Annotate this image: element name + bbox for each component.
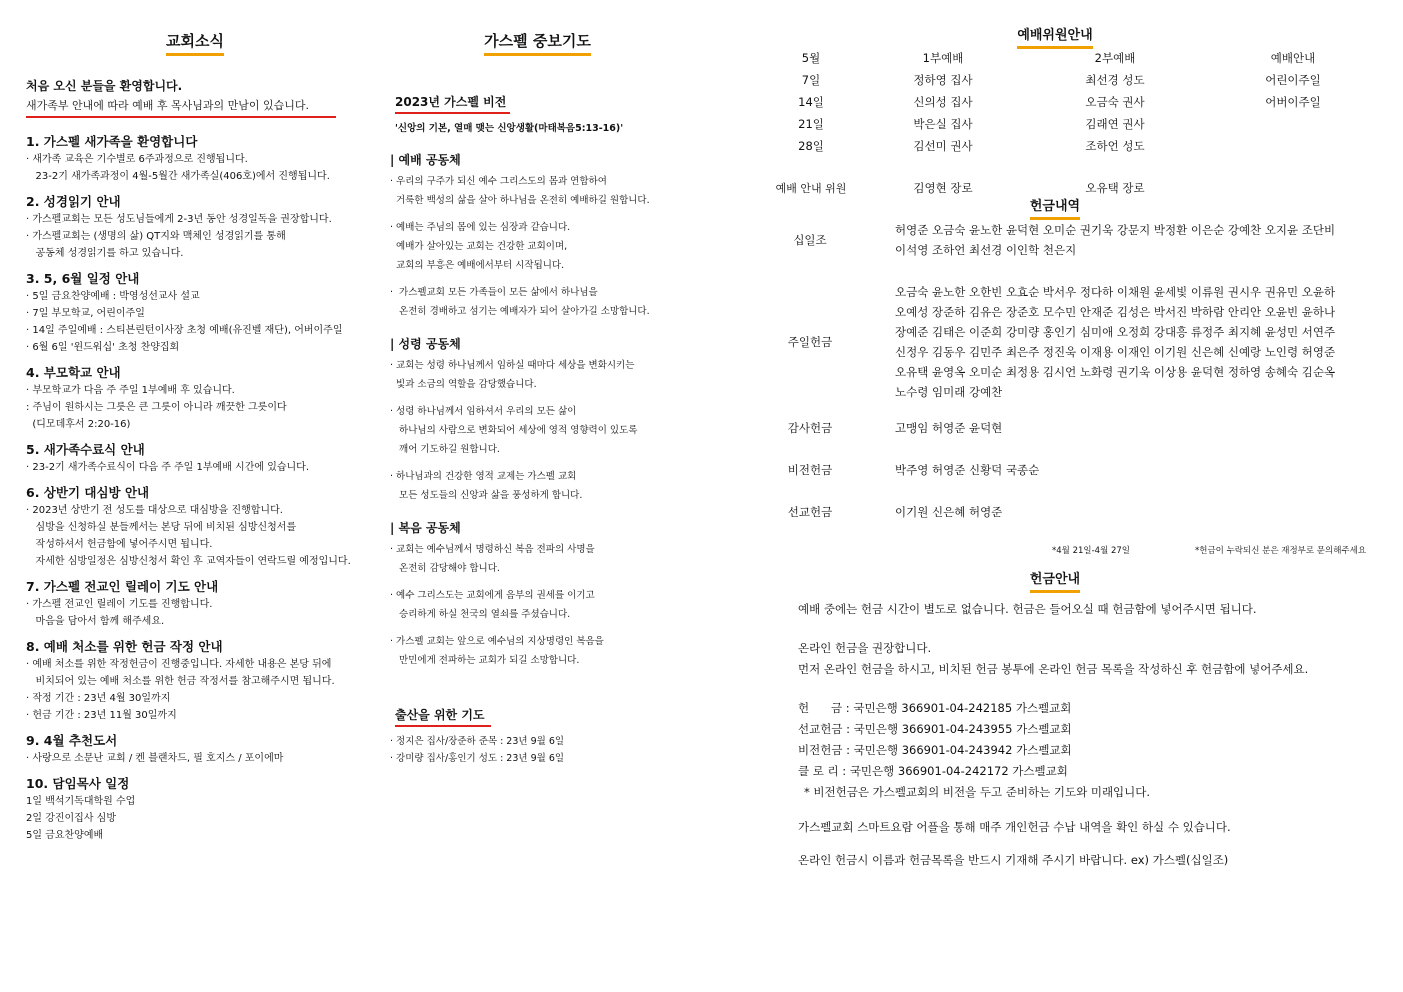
header-cell: 1부예배 <box>922 51 964 65</box>
offering-label: 선교헌금 <box>787 505 833 519</box>
offering-names <box>895 220 1335 260</box>
news-section-line: 23-2기 새가족과정이 4월-5월간 새가족실(406호)에서 진행됩니다. <box>26 171 330 182</box>
news-section-line: · 가스펠교회는 모든 성도님들에게 2-3년 동안 성경일독을 권장합니다. <box>26 214 332 225</box>
prayer-line: · 가스펠 교회는 앞으로 예수님의 지상명령인 복음을 <box>390 636 604 647</box>
table-cell: 어린이주일 <box>1265 73 1321 87</box>
news-section-title: 10. 담임목사 일정 <box>26 776 130 791</box>
news-section-line: · 23-2기 새가족수료식이 다음 주 주일 1부예배 시간에 있습니다. <box>26 462 310 473</box>
prayer-paragraph <box>390 218 690 275</box>
prayer-line: 빛과 소금의 역할을 감당했습니다. <box>390 379 537 390</box>
prayer-paragraph <box>390 467 690 505</box>
vision-text: '신앙의 기본, 열매 맺는 신앙생활(마태복음5:13-16)' <box>395 123 624 134</box>
prayer-line: 모든 성도들의 신앙과 삶을 풍성하게 합니다. <box>390 490 583 501</box>
news-section-line: : 주님이 원하시는 그릇은 큰 그릇이 아니라 깨끗한 그릇이다 <box>26 402 287 413</box>
offering-name-line: 허영준 오금숙 윤노한 윤덕현 오미순 권기욱 강문지 박정환 이은순 강예찬 오지윤 조단비 <box>895 223 1336 237</box>
table-cell: 14일 <box>798 95 824 109</box>
birth-prayer-item: · 정지은 집사/장준하 준목 : 23년 9월 6일 <box>390 736 565 747</box>
prayer-group <box>390 335 690 505</box>
prayer-paragraph <box>390 586 690 624</box>
offering-label: 감사헌금 <box>787 421 833 435</box>
prayer-line: · 교회는 예수님께서 명령하신 복음 전파의 사명을 <box>390 544 595 555</box>
offering-names <box>895 502 1002 522</box>
offering-names <box>895 460 1039 480</box>
worship-table-row <box>760 69 1380 91</box>
news-section-title: 4. 부모학교 안내 <box>26 365 121 380</box>
table-cell: 7일 <box>801 73 821 87</box>
news-section-line: 작성하셔서 헌금함에 넣어주시면 됩니다. <box>26 539 213 550</box>
news-section <box>26 774 386 844</box>
prayer-line: · 성령 하나님께서 임하셔서 우리의 모든 삶이 <box>390 406 577 417</box>
prayer-line: · 예배는 주님의 몸에 있는 심장과 같습니다. <box>390 222 571 233</box>
prayer-line: 만민에게 전파하는 교회가 되길 소망합니다. <box>390 655 580 666</box>
offering-label: 주일헌금 <box>787 335 833 349</box>
offering-row <box>760 220 1390 260</box>
news-section <box>26 637 386 724</box>
news-section-line: · 헌금 기간 : 23년 11월 30일까지 <box>26 710 177 721</box>
prayer-group-list <box>390 151 690 670</box>
guide-line: 예배 중에는 헌금 시간이 별도로 없습니다. 헌금은 들어오실 때 헌금함에 넣어주시면 됩니다. <box>798 602 1257 616</box>
prayer-line: 교회의 부흥은 예배에서부터 시작됩니다. <box>390 260 565 271</box>
news-section-line: · 예배 처소를 위한 작정헌금이 진행중입니다. 자세한 내용은 본당 뒤에 <box>26 659 332 670</box>
table-cell: 김선미 권사 <box>913 139 973 153</box>
offering-names <box>895 418 1002 438</box>
prayer-line: 거룩한 백성의 삶을 살아 하나님을 온전히 예배하길 원합니다. <box>390 195 650 206</box>
worship-committee-title: 예배위원안내 <box>1017 28 1092 49</box>
church-news-title: 교회소식 <box>166 32 224 56</box>
news-section <box>26 731 386 767</box>
news-section-title: 9. 4월 추천도서 <box>26 733 118 748</box>
missing-note: *헌금이 누락되신 분은 재정부로 문의해주세요 <box>1195 546 1367 556</box>
offering-name-line: 장예준 김태은 이준희 강미량 홍인기 심미애 오정희 강대흥 류정주 최지혜 윤성민 서연주 <box>895 325 1336 339</box>
news-section-line: · 부모학교가 다음 주 주일 1부예배 후 있습니다. <box>26 385 235 396</box>
table-cell: 오금숙 권사 <box>1085 95 1145 109</box>
table-cell: 김영현 장로 <box>913 181 973 195</box>
table-cell: 박은실 집사 <box>913 117 973 131</box>
news-section-line: · 새가족 교육은 기수별로 6주과정으로 진행됩니다. <box>26 154 248 165</box>
news-section <box>26 577 386 630</box>
prayer-line: 온전히 경배하고 섬기는 예배자가 되어 살아가길 소망합니다. <box>390 306 650 317</box>
prayer-line: 온전히 감당해야 합니다. <box>390 563 500 574</box>
table-cell: 오유택 장로 <box>1085 181 1145 195</box>
offering-name-line: 신정우 김동우 김민주 최은주 정진욱 이재용 이재인 이기원 신은혜 신예랑 노인령 허영준 <box>895 345 1336 359</box>
prayer-line: · 가스펠교회 모든 가족들이 모든 삶에서 하나님을 <box>390 287 598 298</box>
news-section-title: 2. 성경읽기 안내 <box>26 194 121 209</box>
prayer-paragraph <box>390 402 690 459</box>
news-section-title: 1. 가스펠 새가족을 환영합니다 <box>26 134 198 149</box>
online-note: 온라인 헌금시 이름과 헌금목록을 반드시 기재해 주시기 바랍니다. ex) 가스펠(십일조) <box>798 853 1229 867</box>
news-section-line: 자세한 심방일정은 심방신청서 확인 후 교역자들이 연락드릴 예정입니다. <box>26 556 351 567</box>
bank-account: 선교헌금 : 국민은행 366901-04-243955 가스펠교회 <box>798 722 1072 736</box>
news-section-line: 비치되어 있는 예배 처소를 위한 헌금 작정서를 참고해주시면 됩니다. <box>26 676 335 687</box>
header-cell: 5월 <box>801 51 821 65</box>
news-section <box>26 363 386 433</box>
offering-row <box>760 460 1390 480</box>
offering-guide-title: 헌금안내 <box>1030 572 1080 593</box>
guide-line: 온라인 헌금을 권장합니다. <box>798 641 932 655</box>
news-section <box>26 132 386 185</box>
news-section-line: · 가스펠 전교인 릴레이 기도를 진행합니다. <box>26 599 213 610</box>
right-column <box>760 24 1390 871</box>
guide-line: 먼저 온라인 헌금을 하시고, 비치된 헌금 봉투에 온라인 헌금 목록을 작성하신 후 헌금함에 넣어주세요. <box>798 662 1309 676</box>
worship-table-row <box>760 91 1380 113</box>
news-section-title: 3. 5, 6월 일정 안내 <box>26 271 140 286</box>
intercession-title: 가스펠 중보기도 <box>484 32 591 56</box>
offering-name-line: 오유택 윤영옥 오미순 최정용 김시언 노화령 권기욱 이상용 윤덕현 정하영 송혜숙 김순옥 <box>895 365 1336 379</box>
news-section-title: 8. 예배 처소를 위한 헌금 작정 안내 <box>26 639 223 654</box>
news-section-title: 6. 상반기 대심방 안내 <box>26 485 150 500</box>
prayer-line: 예배가 살아있는 교회는 건강한 교회이며, <box>390 241 568 252</box>
prayer-line: · 하나님과의 건강한 영적 교제는 가스펠 교회 <box>390 471 577 482</box>
news-section <box>26 483 386 570</box>
worship-table-header <box>760 47 1380 69</box>
header-cell: 예배안내 <box>1270 51 1316 65</box>
offering-name-line: 이기원 신은혜 허영준 <box>895 505 1003 519</box>
prayer-line: · 교회는 성령 하나님께서 임하실 때마다 세상을 변화시키는 <box>390 360 635 371</box>
offering-row <box>760 418 1390 438</box>
offering-title: 헌금내역 <box>1030 199 1080 220</box>
vision-offering-note: * 비전헌금은 가스펠교회의 비전을 두고 준비하는 기도와 미래입니다. <box>804 785 1151 799</box>
news-section-line: · 2023년 상반기 전 성도를 대상으로 대심방을 진행합니다. <box>26 505 283 516</box>
offering-row <box>760 282 1390 402</box>
prayer-group-title: | 예배 공동체 <box>390 153 461 167</box>
offering-name-line: 고맹임 허영준 윤덕현 <box>895 421 1003 435</box>
table-cell: 신의성 집사 <box>913 95 973 109</box>
news-section-line: (디모데후서 2:20-16) <box>26 419 131 430</box>
news-section-title: 7. 가스펠 전교인 릴레이 기도 안내 <box>26 579 219 594</box>
prayer-group-title: | 복음 공동체 <box>390 521 461 535</box>
birth-prayer-title: 출산을 위한 기도 <box>395 708 491 727</box>
news-section <box>26 269 386 356</box>
news-section-line: · 6월 6일 '윈드워십' 초청 찬양집회 <box>26 342 180 353</box>
offering-name-line: 오금숙 윤노한 오한빈 오효순 박서우 정다하 이채원 윤세빛 이류원 권시우 권유민 오윤하 <box>895 285 1336 299</box>
offering-name-line: 이석영 조하언 최선경 이인학 천은지 <box>895 243 1077 257</box>
news-section <box>26 192 386 262</box>
table-cell: 최선경 성도 <box>1085 73 1145 87</box>
welcome-line: 처음 오신 분들을 환영합니다. <box>26 79 183 93</box>
worship-table-row <box>760 135 1380 157</box>
table-cell: 예배 안내 위원 <box>775 182 847 195</box>
table-cell: 정하영 집사 <box>913 73 973 87</box>
news-section-line: · 사랑으로 소문난 교회 / 켄 블랜차드, 필 호지스 / 포이에마 <box>26 753 284 764</box>
prayer-line: 깨어 기도하길 원합니다. <box>390 444 500 455</box>
bank-account: 클 로 리 : 국민은행 366901-04-242172 가스펠교회 <box>798 764 1068 778</box>
table-cell: 어버이주일 <box>1265 95 1321 109</box>
header-cell: 2부예배 <box>1094 51 1136 65</box>
offering-row <box>760 502 1390 522</box>
offering-names <box>895 282 1335 402</box>
prayer-line: 하나님의 사람으로 변화되어 세상에 영적 영향력이 있도록 <box>390 425 638 436</box>
table-cell <box>1206 113 1380 135</box>
table-cell <box>1206 135 1380 157</box>
offering-label: 비전헌금 <box>787 463 833 477</box>
news-section-line: 마음을 담아서 함께 해주세요. <box>26 616 165 627</box>
table-cell: 김래연 권사 <box>1085 117 1145 131</box>
prayer-paragraph <box>390 172 690 210</box>
offering-list <box>760 220 1390 522</box>
birth-prayer-item: · 강미량 집사/홍인기 성도 : 23년 9월 6일 <box>390 753 565 764</box>
news-section-line: · 가스펠교회는 (생명의 삶) QT지와 맥체인 성경읽기를 통해 <box>26 231 286 242</box>
prayer-group <box>390 519 690 670</box>
bank-account: 헌 금 : 국민은행 366901-04-242185 가스펠교회 <box>798 701 1072 715</box>
prayer-group <box>390 151 690 321</box>
period-note: *4월 21일-4월 27일 <box>1052 546 1131 556</box>
offering-label: 십일조 <box>793 233 827 247</box>
news-section-line: 1일 백석기독대학원 수업 <box>26 796 136 807</box>
left-column <box>26 30 386 851</box>
news-section-line: · 작정 기간 : 23년 4월 30일까지 <box>26 693 171 704</box>
prayer-paragraph <box>390 540 690 578</box>
table-cell: 28일 <box>798 139 824 153</box>
news-section-title: 5. 새가족수료식 안내 <box>26 442 145 457</box>
offering-name-line: 노수령 임미래 강예찬 <box>895 385 1003 399</box>
prayer-paragraph <box>390 283 690 321</box>
news-section-line: · 7일 부모학교, 어린이주일 <box>26 308 145 319</box>
vision-title: 2023년 가스펠 비전 <box>395 95 510 114</box>
prayer-paragraph <box>390 356 690 394</box>
worship-table-row <box>760 113 1380 135</box>
news-section-line: · 5일 금요찬양예배 : 박영성선교사 설교 <box>26 291 200 302</box>
news-section-line: · 14일 주일예배 : 스티븐린턴이사장 초청 예배(유진벨 재단), 어버이주일 <box>26 325 343 336</box>
table-cell: 21일 <box>798 117 824 131</box>
offering-name-line: 박주영 허영준 신황덕 국종순 <box>895 463 1040 477</box>
prayer-line: 승리하게 하실 천국의 열쇠를 주셨습니다. <box>390 609 571 620</box>
offering-name-line: 오예성 장준하 김유은 장준호 모수민 안재준 김성은 박서진 박하람 안리안 오윤빈 윤하나 <box>895 305 1336 319</box>
prayer-group-title: | 성령 공동체 <box>390 337 461 351</box>
prayer-line: · 예수 그리스도는 교회에게 음부의 권세를 이기고 <box>390 590 595 601</box>
news-section <box>26 440 386 476</box>
prayer-line: · 우리의 구주가 되신 예수 그리스도의 몸과 연합하여 <box>390 176 607 187</box>
welcome-subline: 새가족부 안내에 따라 예배 후 목사님과의 만남이 있습니다. <box>26 97 336 118</box>
app-note: 가스펠교회 스마트요람 어플을 통해 매주 개인헌금 수납 내역을 확인 하실 수 있습니다. <box>798 820 1231 834</box>
middle-column <box>390 30 690 767</box>
table-cell: 조하언 성도 <box>1085 139 1145 153</box>
bank-account: 비전헌금 : 국민은행 366901-04-243942 가스펠교회 <box>798 743 1072 757</box>
news-section-line: 심방을 신청하실 분들께서는 본당 뒤에 비치된 심방신청서를 <box>26 522 297 533</box>
news-section-list <box>26 132 386 844</box>
news-section-line: 5일 금요찬양예배 <box>26 830 104 841</box>
worship-committee-table <box>760 47 1380 199</box>
prayer-paragraph <box>390 632 690 670</box>
news-section-line: 2일 강진이집사 심방 <box>26 813 116 824</box>
news-section-line: 공동체 성경읽기를 하고 있습니다. <box>26 248 184 259</box>
